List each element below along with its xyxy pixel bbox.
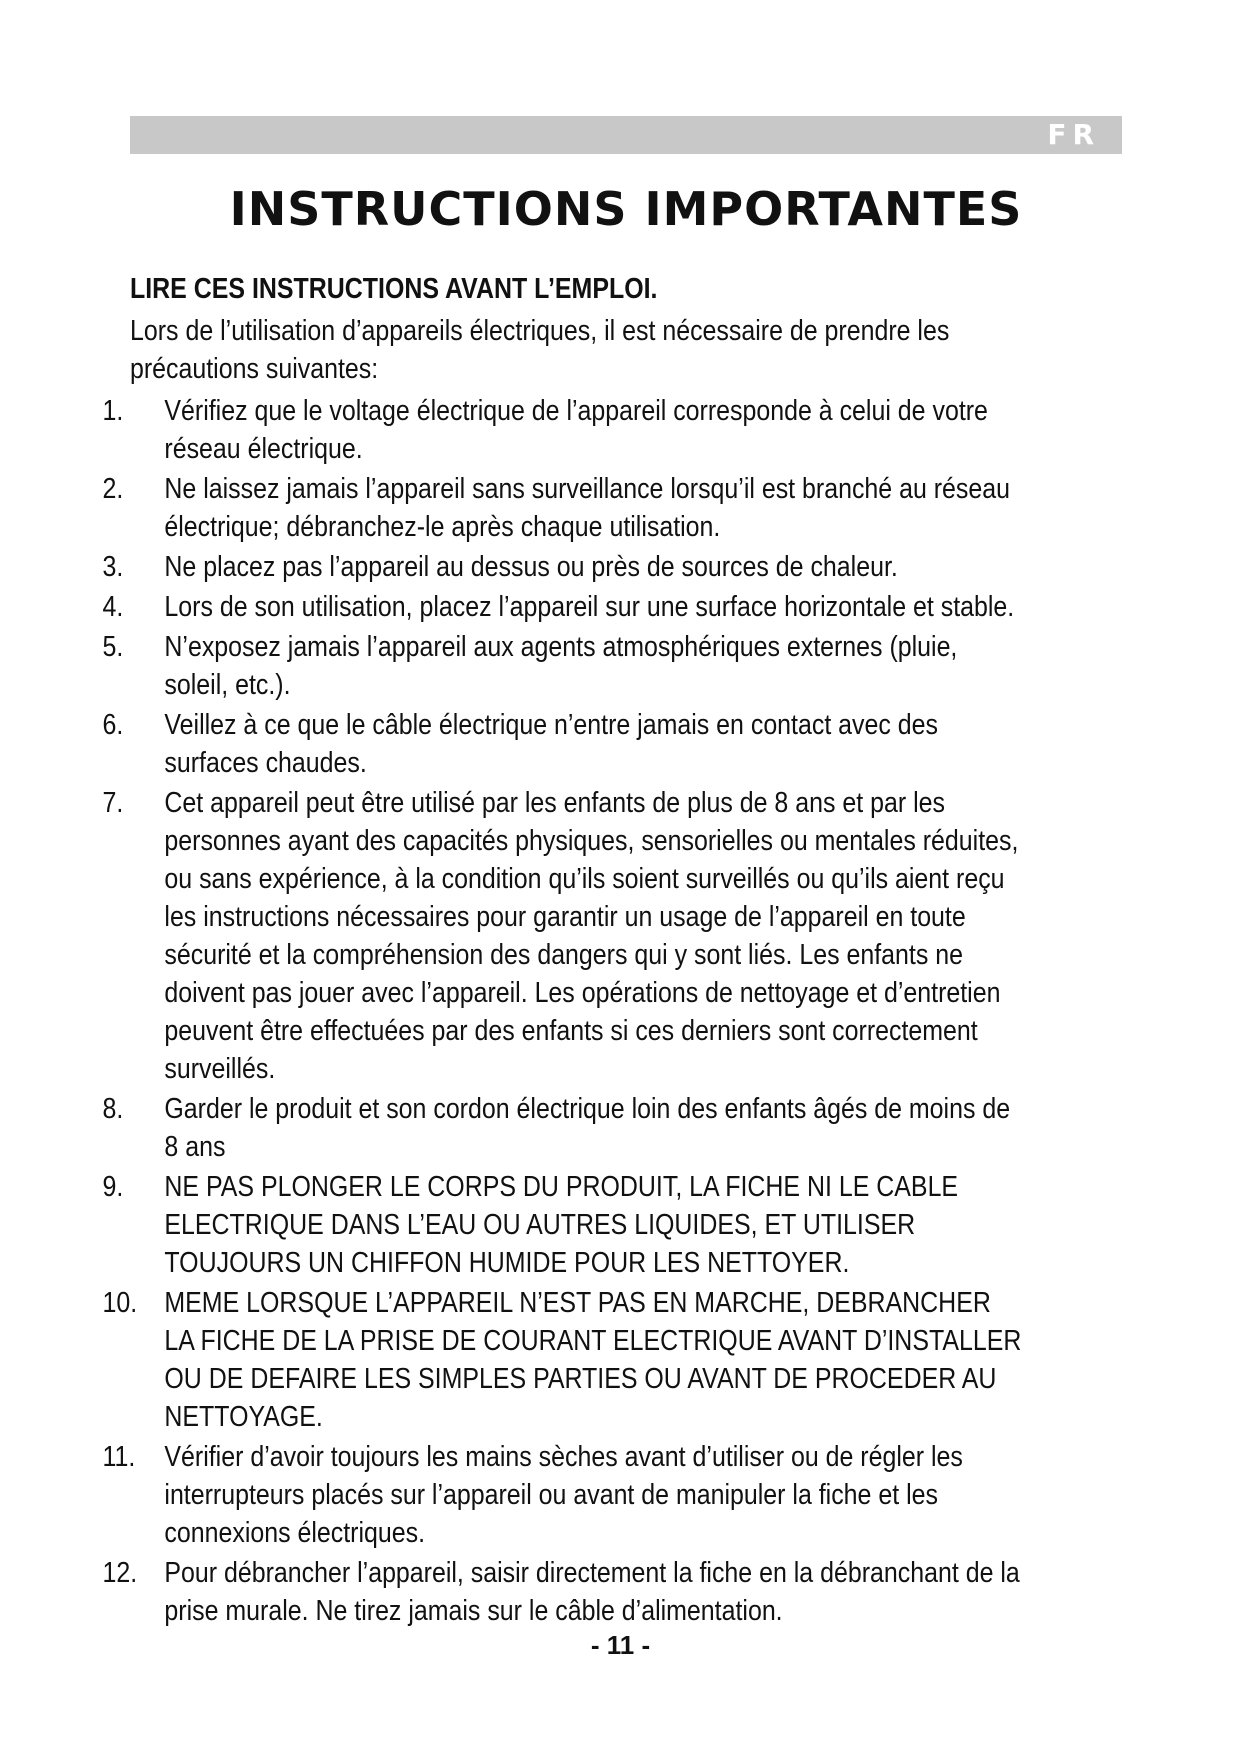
item-text: Vérifiez que le voltage électrique de l’appareil corresponde à celui de votre réseau électrique. xyxy=(164,395,988,465)
list-item xyxy=(102,1090,1024,1166)
item-text: Lors de son utilisation, placez l’appareil sur une surface horizontale et stable. xyxy=(164,591,1015,623)
list-item xyxy=(102,706,1024,782)
item-text: Veillez à ce que le câble électrique n’entre jamais en contact avec des surfaces chaudes. xyxy=(164,709,939,779)
item-number: 4. xyxy=(102,591,124,623)
item-number: 10. xyxy=(102,1287,138,1319)
item-number: 8. xyxy=(102,1093,124,1125)
item-text: Ne laissez jamais l’appareil sans surveillance lorsqu’il est branché au réseau électrique; débranchez-le après chaque utilisation. xyxy=(164,473,1011,543)
section-heading: LIRE CES INSTRUCTIONS AVANT L’EMPLOI. xyxy=(130,273,658,305)
item-text: Cet appareil peut être utilisé par les enfants de plus de 8 ans et par les personnes ayant des capacités physiques, sensorielles ou mentales réduites, ou sans expérience, à la condition qu’ils soient surveillés ou qu’ils aient reçu les instructions nécessaires pour garantir un usage de l’appareil en toute sécurité et la compréhension des dangers qui y sont liés. Les enfants ne doivent pas jouer avec l’appareil. Les opérations de nettoyage et d’entretien peuvent être effectuées par des enfants si ces derniers sont correctement surveillés. xyxy=(164,787,1019,1085)
item-text: Pour débrancher l’appareil, saisir directement la fiche en la débranchant de la prise murale. Ne tirez jamais sur le câble d’alimentation. xyxy=(164,1557,1020,1627)
list-item xyxy=(102,1168,1024,1282)
item-number: 5. xyxy=(102,631,124,663)
item-number: 6. xyxy=(102,709,124,741)
page-title: INSTRUCTIONS IMPORTANTES xyxy=(229,182,1023,236)
item-text: Vérifier d’avoir toujours les mains sèches avant d’utiliser ou de régler les interrupteurs placés sur l’appareil ou avant de manipuler la fiche et les connexions électriques. xyxy=(164,1441,963,1549)
item-text: MEME LORSQUE L’APPAREIL N’EST PAS EN MARCHE, DEBRANCHER LA FICHE DE LA PRISE DE COURANT ELECTRIQUE AVANT D’INSTALLER OU DE DEFAIRE LES SIMPLES PARTIES OU AVANT DE PROCEDER AU NETTOYAGE. xyxy=(164,1287,1022,1433)
list-item xyxy=(102,588,1024,626)
list-item xyxy=(102,1554,1024,1630)
item-number: 1. xyxy=(102,395,124,427)
intro-paragraph: Lors de l’utilisation d’appareils électriques, il est nécessaire de prendre les précautions suivantes: xyxy=(130,315,950,385)
instructions-body xyxy=(102,270,1024,1632)
page-number: - 11 - xyxy=(590,1630,651,1660)
item-number: 7. xyxy=(102,787,124,819)
item-number: 12. xyxy=(102,1557,138,1589)
list-item xyxy=(102,628,1024,704)
item-text: NE PAS PLONGER LE CORPS DU PRODUIT, LA FICHE NI LE CABLE ELECTRIQUE DANS L’EAU OU AUTRES LIQUIDES, ET UTILISER TOUJOURS UN CHIFFON HUMIDE POUR LES NETTOYER. xyxy=(164,1171,959,1279)
item-text: N’exposez jamais l’appareil aux agents atmosphériques externes (pluie, soleil, etc.). xyxy=(164,631,958,701)
list-item xyxy=(102,548,1024,586)
list-item xyxy=(102,1438,1024,1552)
item-text: Garder le produit et son cordon électrique loin des enfants âgés de moins de 8 ans xyxy=(164,1093,1011,1163)
list-item xyxy=(102,392,1024,468)
language-header-bar xyxy=(130,116,1122,154)
list-item xyxy=(102,1284,1024,1436)
item-number: 3. xyxy=(102,551,124,583)
instruction-list xyxy=(102,392,1024,1630)
item-text: Ne placez pas l’appareil au dessus ou près de sources de chaleur. xyxy=(164,551,898,583)
item-number: 9. xyxy=(102,1171,124,1203)
item-number: 11. xyxy=(102,1441,136,1473)
list-item xyxy=(102,470,1024,546)
language-code: FR xyxy=(1047,118,1100,151)
list-item xyxy=(102,784,1024,1088)
item-number: 2. xyxy=(102,473,124,505)
